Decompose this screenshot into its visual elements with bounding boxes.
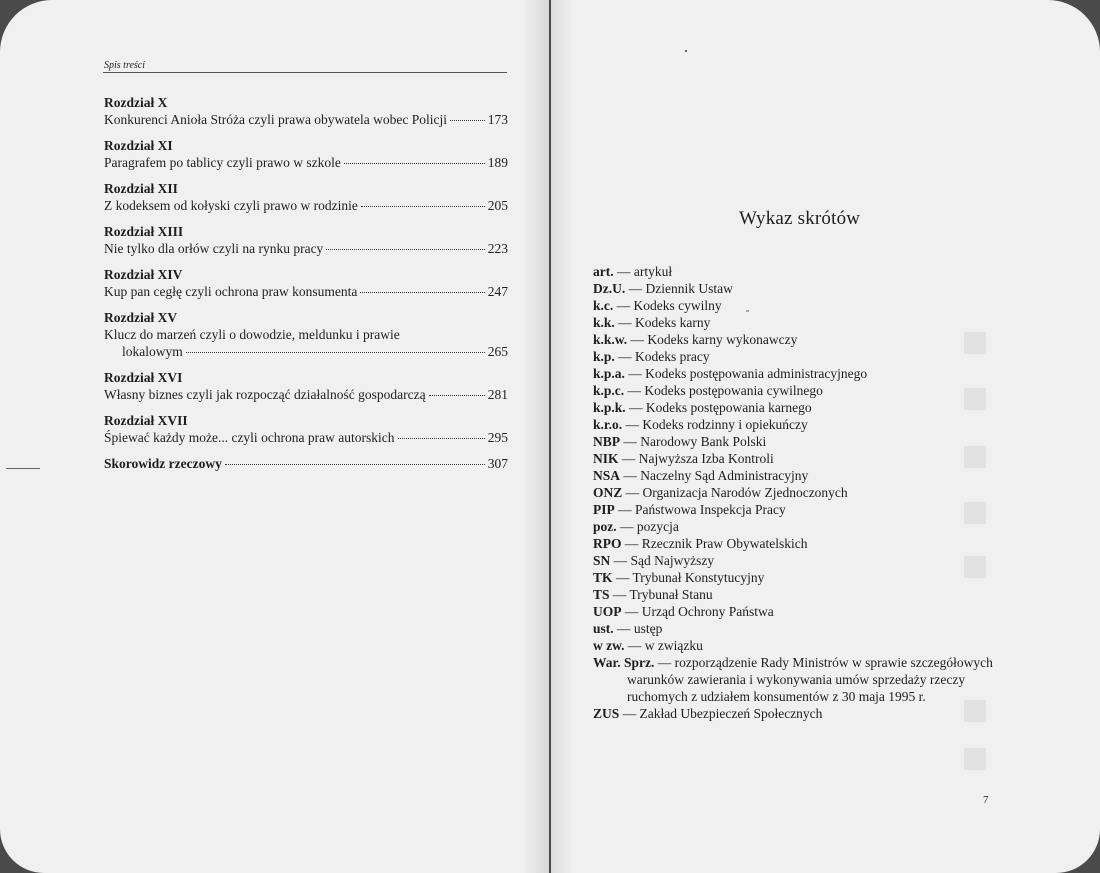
toc-page-number: 247	[487, 284, 508, 299]
toc-line	[104, 429, 508, 446]
toc-entry	[104, 309, 508, 360]
abbreviations-list	[593, 263, 1013, 722]
toc-entry	[104, 412, 508, 446]
abbreviation-meaning: — Kodeks postępowania karnego	[625, 400, 812, 415]
abbreviation-item	[593, 552, 1013, 569]
table-of-contents	[104, 94, 508, 481]
abbreviation-meaning: — Kodeks postępowania cywilnego	[624, 383, 823, 398]
abbreviation-meaning: — Trybunał Stanu	[609, 587, 713, 602]
abbreviation-term: k.k.w.	[593, 332, 628, 347]
running-head: Spis treści	[104, 60, 146, 71]
toc-chapter-title: Rozdział XII	[104, 181, 178, 196]
toc-page-number: 281	[487, 387, 508, 402]
abbreviation-item	[593, 399, 1013, 416]
abbreviation-item	[593, 484, 1013, 501]
abbreviation-meaning: — Kodeks pracy	[614, 349, 710, 364]
spine-shadow-right	[551, 0, 573, 873]
abbreviation-item	[593, 705, 1013, 722]
abbreviation-term: NIK	[593, 451, 619, 466]
header-rule	[103, 72, 507, 73]
abbreviation-meaning: — Urząd Ochrony Państwa	[621, 604, 774, 619]
toc-entry	[104, 369, 508, 403]
abbreviation-item	[593, 586, 1013, 603]
abbreviation-term: k.k.	[593, 315, 615, 330]
toc-entry-title: Własny biznes czyli jak rozpocząć działalność gospodarczą	[104, 387, 426, 402]
dot-leader	[326, 249, 484, 250]
abbreviation-item	[593, 501, 1013, 518]
toc-chapter-title: Rozdział XIII	[104, 224, 184, 239]
abbreviation-meaning: — w związku	[624, 638, 703, 653]
toc-entry-title: Nie tylko dla orłów czyli na rynku pracy	[104, 241, 324, 256]
toc-line	[104, 240, 508, 257]
abbreviation-term: ust.	[593, 621, 614, 636]
toc-line	[104, 386, 508, 403]
abbreviation-term: NBP	[593, 434, 620, 449]
abbreviation-meaning: — Narodowy Bank Polski	[620, 434, 767, 449]
abbreviation-term: TK	[593, 570, 613, 585]
abbreviation-item	[593, 314, 1013, 331]
toc-line	[104, 154, 508, 171]
toc-entry-index	[104, 455, 508, 472]
abbreviation-item	[593, 450, 1013, 467]
toc-entry-title-continued: lokalowym	[122, 344, 183, 359]
abbreviation-term: k.p.a.	[593, 366, 625, 381]
dot-leader	[344, 163, 485, 164]
abbreviation-term: art.	[593, 264, 614, 279]
toc-page-number: 223	[487, 241, 508, 256]
dot-leader	[398, 438, 485, 439]
dot-leader	[429, 395, 485, 396]
toc-entry	[104, 137, 508, 171]
abbreviation-item	[593, 297, 1013, 314]
abbreviation-meaning: — Trybunał Konstytucyjny	[612, 570, 765, 585]
toc-entry-title: Z kodeksem od kołyski czyli prawo w rodzinie	[104, 198, 358, 213]
abbreviation-meaning: — Naczelny Sąd Administracyjny	[620, 468, 809, 483]
abbreviation-term: NSA	[593, 468, 621, 483]
dot-leader	[225, 464, 485, 465]
toc-entry-title: Śpiewać każdy może... czyli ochrona praw autorskich	[104, 430, 395, 445]
abbreviation-term: k.p.c.	[593, 383, 625, 398]
abbreviation-term: War. Sprz.	[593, 655, 655, 670]
abbreviation-meaning: — Kodeks postępowania administracyjnego	[624, 366, 868, 381]
abbreviation-meaning-continued: warunków zawierania i wykonywania umów sprzedaży rzeczy	[627, 672, 966, 687]
toc-entry	[104, 266, 508, 300]
toc-page-number: 189	[487, 155, 508, 170]
toc-chapter-title: Rozdział XVI	[104, 370, 183, 385]
toc-page-number: 307	[487, 456, 508, 471]
toc-entry-title: Kup pan cegłę czyli ochrona praw konsumenta	[104, 284, 358, 299]
abbreviation-item	[593, 518, 1013, 535]
abbreviation-meaning: — Zakład Ubezpieczeń Społecznych	[619, 706, 823, 721]
toc-page-number: 295	[487, 430, 508, 445]
abbreviation-meaning: — artykuł	[613, 264, 673, 279]
toc-page-number: 265	[487, 344, 508, 359]
abbreviation-item	[593, 331, 1013, 348]
abbreviation-term: k.c.	[593, 298, 614, 313]
toc-entry	[104, 180, 508, 214]
abbreviation-meaning: — ustęp	[613, 621, 663, 636]
toc-chapter-title: Rozdział XVII	[104, 413, 188, 428]
abbreviation-item	[593, 365, 1013, 382]
toc-page-number: 205	[487, 198, 508, 213]
toc-chapter-title: Rozdział X	[104, 95, 168, 110]
abbreviation-term: k.p.k.	[593, 400, 626, 415]
abbreviation-meaning: — Kodeks rodzinny i opiekuńczy	[622, 417, 808, 432]
abbreviations-title: Wykaz skrótów	[739, 208, 861, 229]
abbreviation-meaning: — Najwyższa Izba Kontroli	[618, 451, 774, 466]
abbreviation-item	[593, 569, 1013, 586]
abbreviation-term: k.r.o.	[593, 417, 623, 432]
toc-page-number: 173	[487, 112, 508, 127]
toc-line	[104, 283, 508, 300]
abbreviation-item	[593, 654, 1013, 671]
show-through-icon	[964, 748, 986, 770]
toc-line	[104, 455, 508, 472]
abbreviation-meaning: — rozporządzenie Rady Ministrów w sprawie szczegółowych	[654, 655, 993, 670]
scan-mark	[6, 468, 40, 469]
abbreviation-meaning: — Rzecznik Praw Obywatelskich	[621, 536, 808, 551]
toc-index-title: Skorowidz rzeczowy	[104, 456, 222, 471]
abbreviation-meaning: — Kodeks karny wykonawczy	[627, 332, 798, 347]
abbreviation-meaning: — Organizacja Narodów Zjednoczonych	[622, 485, 848, 500]
abbreviation-term: PIP	[593, 502, 615, 517]
abbreviation-term: SN	[593, 553, 611, 568]
abbreviation-term: ONZ	[593, 485, 623, 500]
dot-leader	[360, 292, 484, 293]
abbreviation-term: ZUS	[593, 706, 620, 721]
page-number: 7	[983, 794, 989, 806]
abbreviation-meaning: — Dziennik Ustaw	[625, 281, 733, 296]
toc-entry	[104, 94, 508, 128]
abbreviation-term: k.p.	[593, 349, 615, 364]
toc-entry	[104, 223, 508, 257]
abbreviation-term: w zw.	[593, 638, 625, 653]
abbreviation-item	[593, 620, 1013, 637]
abbreviation-item	[593, 348, 1013, 365]
toc-entry-title: Klucz do marzeń czyli o dowodzie, meldunku i prawie	[104, 327, 400, 342]
toc-chapter-title: Rozdział XI	[104, 138, 173, 153]
abbreviation-item	[593, 382, 1013, 399]
abbreviation-meaning: — Kodeks cywilny	[613, 298, 722, 313]
abbreviation-term: TS	[593, 587, 610, 602]
abbreviation-meaning: — Państwowa Inspekcja Pracy	[614, 502, 786, 517]
abbreviation-meaning: — Kodeks karny	[614, 315, 711, 330]
abbreviation-term: poz.	[593, 519, 617, 534]
abbreviation-item	[593, 467, 1013, 484]
dot-leader	[186, 352, 485, 353]
toc-chapter-title: Rozdział XV	[104, 310, 178, 325]
spine-shadow-left	[522, 0, 549, 873]
abbreviation-meaning: — Sąd Najwyższy	[610, 553, 715, 568]
abbreviation-term: Dz.U.	[593, 281, 626, 296]
abbreviation-item	[593, 433, 1013, 450]
toc-line	[104, 197, 508, 214]
abbreviation-item	[593, 637, 1013, 654]
abbreviation-item	[593, 603, 1013, 620]
toc-chapter-title: Rozdział XIV	[104, 267, 183, 282]
abbreviation-meaning: — pozycja	[616, 519, 679, 534]
abbreviation-item	[593, 263, 1013, 280]
toc-line	[104, 343, 508, 360]
abbreviation-term: UOP	[593, 604, 622, 619]
abbreviation-meaning-continued: ruchomych z udziałem konsumentów z 30 maja 1995 r.	[627, 689, 926, 704]
abbreviation-item	[593, 535, 1013, 552]
toc-entry-title: Konkurenci Anioła Stróża czyli prawa obywatela wobec Policji	[104, 112, 448, 127]
scan-mark	[685, 50, 687, 52]
abbreviation-term: RPO	[593, 536, 622, 551]
toc-entry-title: Paragrafem po tablicy czyli prawo w szkole	[104, 155, 341, 170]
dot-leader	[450, 120, 485, 121]
toc-line	[104, 111, 508, 128]
dot-leader	[361, 206, 485, 207]
abbreviation-item	[593, 280, 1013, 297]
abbreviation-item	[593, 416, 1013, 433]
